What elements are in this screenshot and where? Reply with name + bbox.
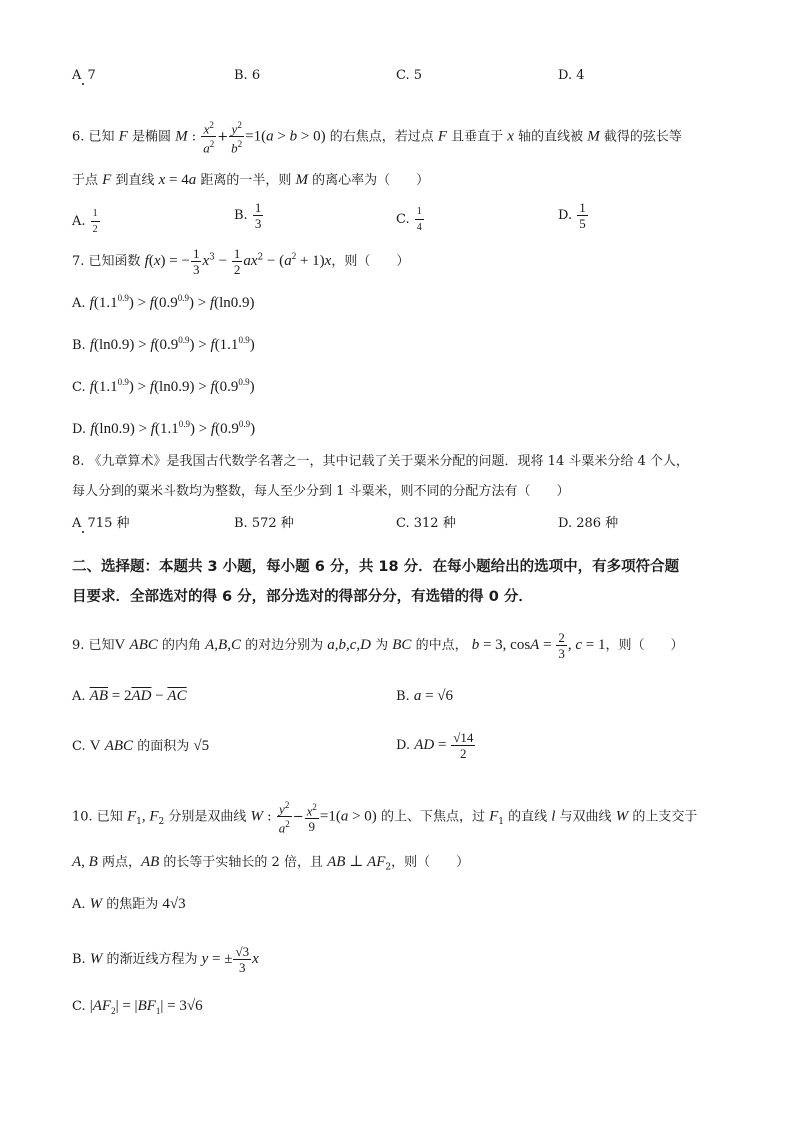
q8-option-a: A 715 种 (72, 516, 130, 531)
q5-option-c: C. 5 (396, 68, 423, 83)
q7-option-d: D. $f(\ln 0.9) > f(1.1^{0.9}) > f(0.9^{0.9})$ (72, 419, 256, 437)
q10-option-a: A. W 的焦距为 4√3 (72, 896, 186, 912)
q8-option-d: D. 286 种 (558, 516, 619, 531)
q8-stem-line-2: 每人分到的粟米斗数均为整数，每人至少分到 1 斗粟米，则不同的分配方法有（ ） (72, 484, 570, 499)
q7-option-a: A. $f(1.1^{0.9}) > f(0.9^{0.9}) > f(\ln 0.9)$ (72, 293, 255, 311)
q7-stem: 7. 已知函数 f(x) = − $\frac{1}{3}$ $x^3$ − $\frac{1}{2}$ $ax^2 - (a^2 + 1)x$，则（ ） (72, 246, 410, 277)
q5-option-a: A 7 (72, 68, 96, 83)
q10-option-c: C. $|AF_2| = |BF_1| = 3√6$ (72, 998, 203, 1016)
q6-option-a: A. $\frac{1}{2}$ (72, 208, 98, 235)
q7-option-c: C. $f(1.1^{0.9}) > f(\ln 0.9) > f(0.9^{0.9})$ (72, 377, 255, 395)
q8-option-b: B. 572 种 (234, 516, 294, 531)
q9-option-c: C. V ABC 的面积为 √5 (72, 738, 210, 754)
q6-stem-line-2: 于点 F 到直线 x = 4a 距离的一半，则 M 的离心率为（ ） (72, 172, 430, 188)
section2-heading-line-2: 目要求．全部选对的得 6 分，部分选对的得部分分，有选错的得 0 分． (72, 589, 533, 605)
q8-option-c: C. 312 种 (396, 516, 456, 531)
q10-stem-line-1: 10. 已知 $F_1$, $F_2$ 分别是双曲线 W : $\frac{y^2}{a^2}$ − $\frac{x^2}{9}$ =1(a > 0) 的上、下焦点，过 $F_1$ 的直线 l 与双曲线 W 的上支交于 (72, 800, 698, 836)
q9-stem: 9. 已知V ABC 的内角 A,B,C 的对边分别为 a,b,c,D 为 BC 的中点， b = 3, cosA = $\frac{2}{3}$ , c = 1，则（ ） (72, 630, 684, 661)
q5-option-b: B. 6 (234, 68, 261, 83)
q9-option-b: B. a = √6 (396, 688, 454, 704)
section2-heading-line-1: 二、选择题：本题共 3 小题，每小题 6 分，共 18 分．在每小题给出的选项中，有多项符合题 (72, 559, 680, 575)
q6-option-b: B. $\frac{1}{3}$ (234, 200, 262, 231)
q9-option-a: A. $\overline{AB} = 2\overline{AD} - \overline{AC}$ (72, 688, 187, 704)
q9-option-d: D. AD = $\frac{√14}{2}$ (396, 730, 474, 761)
q10-stem-line-2: A, B 两点，AB 的长等于实轴长的 2 倍，且 AB ⊥ $AF_2$，则（ ） (72, 854, 470, 873)
q7-option-b: B. $f(\ln 0.9) > f(0.9^{0.9}) > f(1.1^{0.9})$ (72, 335, 255, 353)
q10-option-b: B. W 的渐近线方程为 y = ± $\frac{√3}{3}$ x (72, 944, 259, 975)
q6-stem-line-1: 6. 已知 F 是椭圆 M : $\frac{x^2}{a^2}$ + $\frac{y^2}{b^2}$ =1(a > b > 0) 的右焦点，若过点 F 且垂直于 x 轴的直线被 M 截得的弦长等 (72, 120, 682, 156)
q6-option-c: C. $\frac{1}{4}$ (396, 206, 422, 233)
q8-stem-line-1: 8. 《九章算术》是我国古代数学名著之一，其中记载了关于粟米分配的问题．现将 14 斗粟米分给 4 个人， (72, 454, 689, 469)
q5-option-d: D. 4 (558, 68, 585, 83)
q6-option-d: D. $\frac{1}{5}$ (558, 200, 586, 231)
